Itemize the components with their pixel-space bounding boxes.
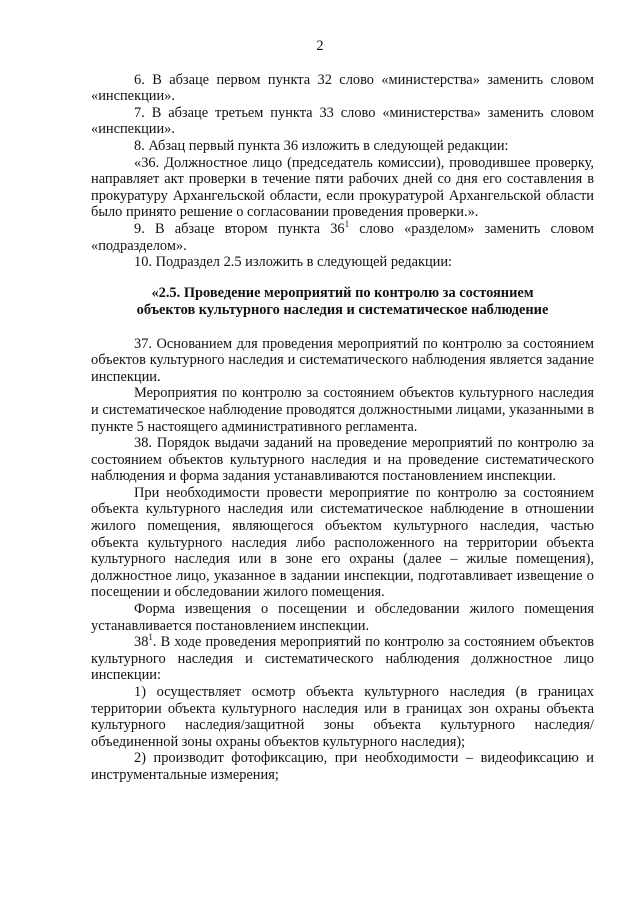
paragraph-38-1-text-a: 38 <box>134 634 149 651</box>
paragraph-item-9-text-a: 9. В абзаце втором пункта 36 <box>134 220 345 237</box>
section-heading <box>91 285 594 320</box>
paragraph-item-10: 10. Подраздел 2.5 изложить в следующей редакции: <box>134 254 453 271</box>
list-item-2: 2) производит фотофиксацию, при необходимости – видеофиксацию и инструментальные измерения; <box>91 750 594 783</box>
paragraph-38-housing: При необходимости провести мероприятие по контролю за состоянием объекта культурного наследия или систематическое наблюдение в отношении жилого помещения, являющегося объектом культурного наследия, частью объекта культурного наследия либо расположенного на территории объекта культурного наследия или в зоне его охраны (далее – жилые помещения), должностное лицо, указанное в задании инспекции, подготавливает извещение о посещении и обследовании жилого помещения. <box>91 484 594 601</box>
paragraph-38: 38. Порядок выдачи заданий на проведение мероприятий по контролю за состоянием объектов культурного наследия и на проведение систематического наблюдения и форма задания устанавливаются постановлением инспекции. <box>91 435 594 485</box>
paragraph-37: 37. Основанием для проведения мероприятий по контролю за состоянием объектов культурного наследия и систематического наблюдения является задание инспекции. <box>91 335 594 385</box>
list-item-1: 1) осуществляет осмотр объекта культурного наследия (в границах территории объекта культурного наследия или в границах зон охраны объекта культурного наследия/защитной зоны объекта культурного наследия/ объединенной зоны охраны объектов культурного наследия); <box>91 684 594 750</box>
paragraph-item-9-text-b: слово «разделом» заменить словом «подразделом». <box>91 220 594 254</box>
section-heading-line-2: объектов культурного наследия и систематическое наблюдение <box>136 302 549 319</box>
section-heading-line-1: «2.5. Проведение мероприятий по контролю за состоянием <box>151 284 534 301</box>
paragraph-item-7: 7. В абзаце третьем пункта 33 слово «министерства» заменить словом «инспекции». <box>91 104 594 138</box>
paragraph-item-8: 8. Абзац первый пункта 36 изложить в следующей редакции: <box>134 137 509 154</box>
paragraph-quote-36: «36. Должностное лицо (председатель комиссии), проводившее проверку, направляет акт проверки в течение пяти рабочих дней со дня его составления в прокуратуру Архангельской области, если прокуратурой Архангельской области было принято решение о согласовании проведения проверки.». <box>91 154 594 221</box>
superscript-one: 1 <box>148 632 153 643</box>
paragraph-38-notice-form: Форма извещения о посещении и обследовании жилого помещения устанавливается постановлением инспекции. <box>91 601 594 634</box>
paragraph-38-1 <box>91 634 594 684</box>
paragraph-38-1-text-b: . В ходе проведения мероприятий по контролю за состоянием объектов культурного наследия и систематического наблюдения должностное лицо инспекции: <box>91 634 594 684</box>
paragraph-item-6: 6. В абзаце первом пункта 32 слово «министерства» заменить словом «инспекции». <box>91 71 594 105</box>
superscript-one: 1 <box>344 218 350 229</box>
page-number: 2 <box>316 38 324 54</box>
paragraph-37-continued: Мероприятия по контролю за состоянием объектов культурного наследия и систематическое наблюдение проводятся должностными лицами, указанными в пункте 5 настоящего административного регламента. <box>91 385 594 435</box>
paragraph-item-9 <box>91 218 594 254</box>
